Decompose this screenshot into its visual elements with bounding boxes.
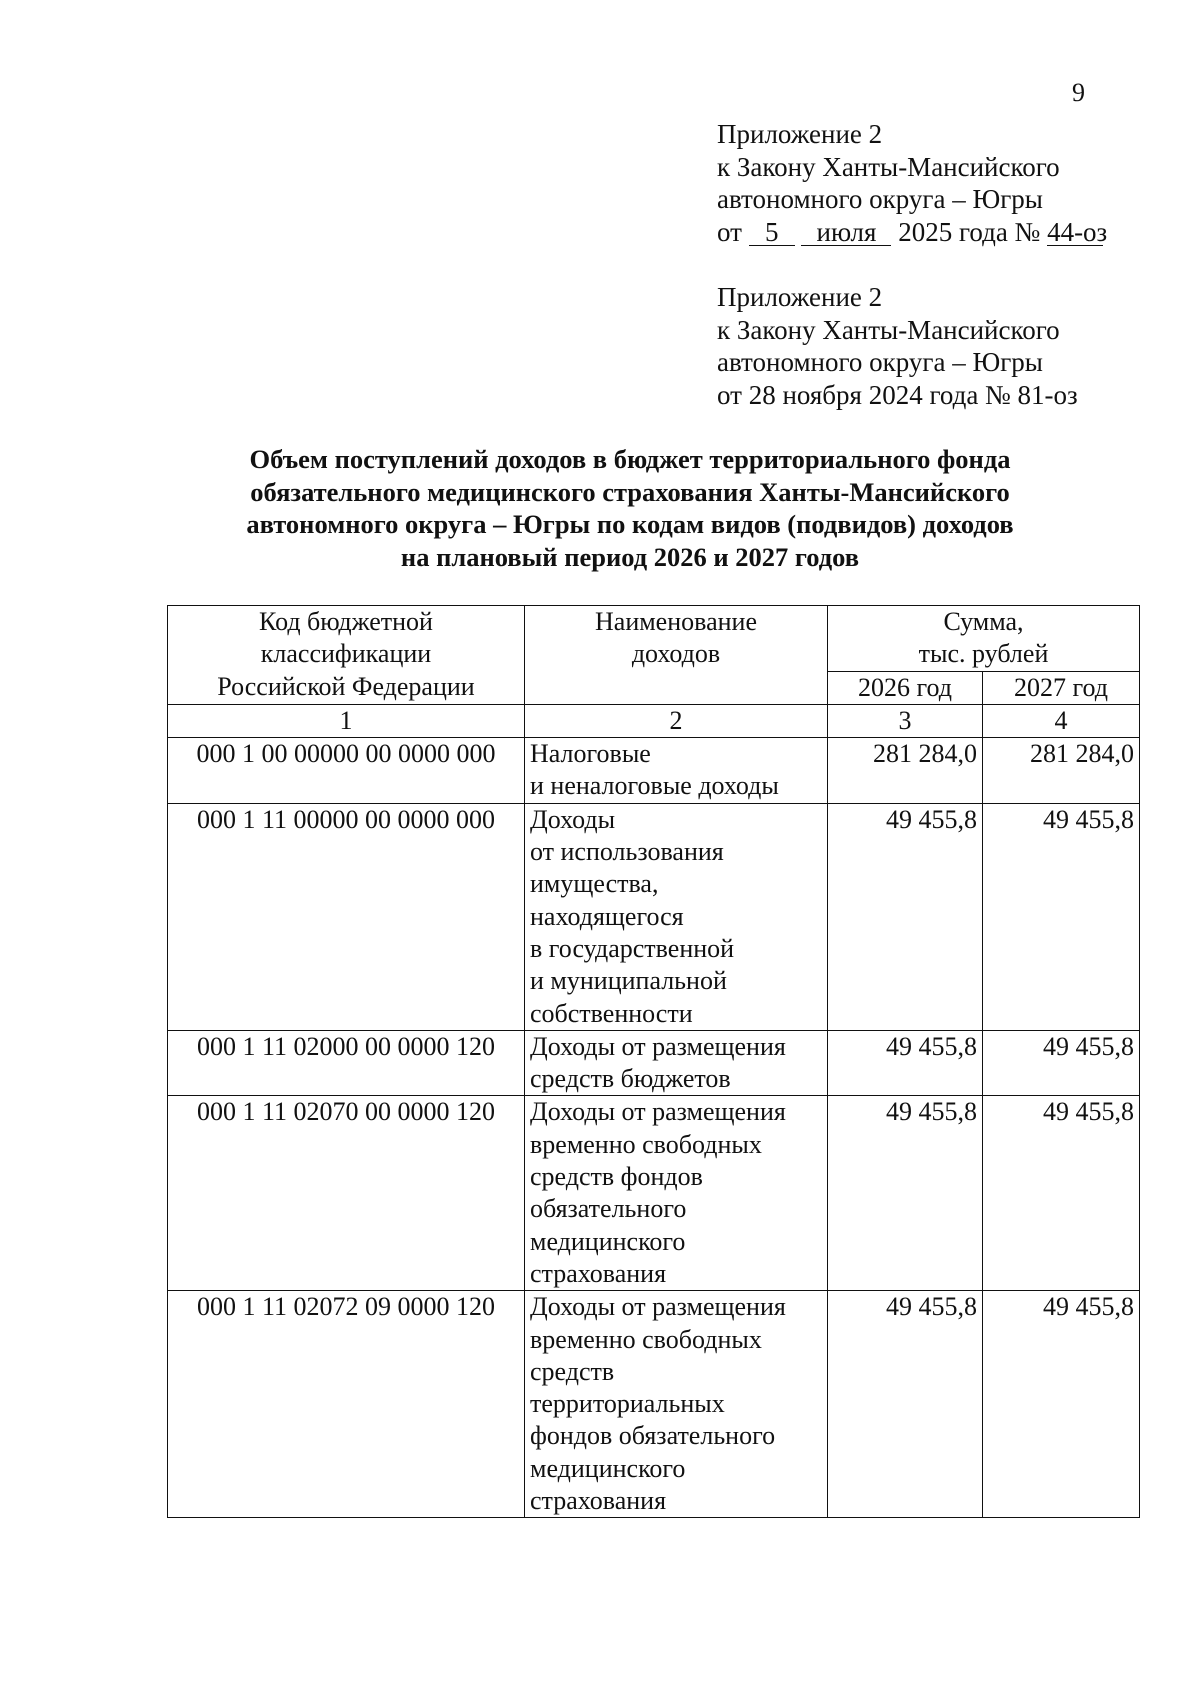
revenue-name-line: страхования [530,1258,667,1288]
page-number: 9 [1072,78,1085,107]
header-code-line: Российской Федерации [217,671,475,701]
column-number: 1 [168,704,525,737]
table-row [168,1096,1140,1291]
header-name-line: доходов [631,639,721,669]
header-name [525,606,828,705]
date-day: 5 [749,219,795,246]
revenue-name-line: Доходы от размещения [530,1292,786,1322]
appendix-region: автономного округа – Югры [717,184,1043,214]
revenue-name-line: страхования [530,1486,667,1516]
revenue-name-line: обязательного [530,1194,687,1224]
budget-code-cell: 000 1 11 02072 09 0000 120 [168,1291,525,1518]
appendix-current-law [717,118,1108,248]
appendix-previous-law [717,281,1078,411]
law-number: 44-оз [1047,216,1108,247]
sum-2026-cell: 49 455,8 [828,1291,983,1518]
table-body [168,738,1140,1518]
appendix-title: Приложение 2 [717,119,883,149]
column-number: 3 [828,704,983,737]
appendix-region: автономного округа – Югры [717,347,1043,377]
revenue-name-line: медицинского [530,1226,686,1256]
appendix-law-reference: к Закону Ханты-Мансийского [717,314,1060,345]
title-line: обязательного медицинского страхования Ханты-Мансийского [250,476,1010,507]
header-name-line: Наименование [595,607,757,636]
revenue-name-line: фондов обязательного [530,1421,776,1451]
header-year-2026: 2026 год [828,671,983,704]
table-row [168,803,1140,1030]
revenue-name-cell [525,803,828,1030]
revenue-name-line: временно свободных [530,1129,762,1159]
header-sum-line: тыс. рублей [918,639,1049,669]
revenue-name-line: от использования [530,837,724,867]
sum-2027-cell: 281 284,0 [983,738,1140,804]
revenue-name-line: собственности [530,998,693,1028]
revenue-name-line: Доходы от размещения [530,1097,786,1127]
revenue-name-line: территориальных [530,1389,725,1419]
column-number: 4 [983,704,1140,737]
sum-2026-cell: 49 455,8 [828,1030,983,1096]
document-title [160,443,1100,573]
revenue-name-line: имущества, [530,869,659,899]
appendix-date-line [717,216,1108,249]
budget-code-cell: 000 1 11 00000 00 0000 000 [168,803,525,1030]
header-year-2027: 2027 год [983,671,1140,704]
header-code-line: Код бюджетной [259,607,433,636]
title-line: на плановый период 2026 и 2027 годов [400,541,860,572]
header-sum [828,606,1140,672]
revenue-name-line: Доходы [530,804,616,834]
budget-code-cell: 000 1 11 02070 00 0000 120 [168,1096,525,1291]
date-prefix: от [717,216,742,247]
revenue-name-cell [525,1291,828,1518]
sum-2026-cell: 49 455,8 [828,1096,983,1291]
revenue-name-line: и неналоговые доходы [530,771,779,801]
header-code-line: классификации [260,639,432,669]
column-number: 2 [525,704,828,737]
title-line: автономного округа – Югры по кодам видов (подвидов) доходов [246,509,1014,539]
sum-2027-cell: 49 455,8 [983,1291,1140,1518]
revenue-name-line: Налоговые [530,739,651,769]
appendix-law-reference: к Закону Ханты-Мансийского [717,151,1060,182]
budget-code-cell: 000 1 11 02000 00 0000 120 [168,1030,525,1096]
revenue-table [167,605,1140,1518]
revenue-name-line: средств бюджетов [530,1064,731,1094]
appendix-date-line: от 28 ноября 2024 года № 81-оз [717,379,1078,410]
sum-2027-cell: 49 455,8 [983,1030,1140,1096]
sum-2027-cell: 49 455,8 [983,803,1140,1030]
header-code [168,606,525,705]
table-row [168,738,1140,804]
revenue-name-line: в государственной [530,933,735,963]
revenue-name-line: медицинского [530,1453,686,1483]
table-row [168,1291,1140,1518]
revenue-name-line: и муниципальной [530,966,727,996]
revenue-name-line: средств фондов [530,1162,703,1192]
header-sum-line: Сумма, [943,607,1024,636]
revenue-name-line: Доходы от размещения [530,1031,786,1061]
revenue-name-cell [525,1096,828,1291]
revenue-name-cell [525,1030,828,1096]
date-month: июля [801,219,891,246]
revenue-name-line: временно свободных [530,1324,762,1354]
title-line: Объем поступлений доходов в бюджет территориального фонда [249,444,1011,474]
sum-2026-cell: 281 284,0 [828,738,983,804]
budget-code-cell: 000 1 00 00000 00 0000 000 [168,738,525,804]
revenue-name-cell [525,738,828,804]
revenue-name-line: находящегося [530,901,684,931]
header-row [168,606,1140,672]
appendix-title: Приложение 2 [717,282,883,312]
date-year: 2025 года № [898,216,1041,247]
table-row [168,1030,1140,1096]
column-number-row [168,704,1140,737]
revenue-name-line: средств [530,1356,615,1386]
sum-2027-cell: 49 455,8 [983,1096,1140,1291]
sum-2026-cell: 49 455,8 [828,803,983,1030]
